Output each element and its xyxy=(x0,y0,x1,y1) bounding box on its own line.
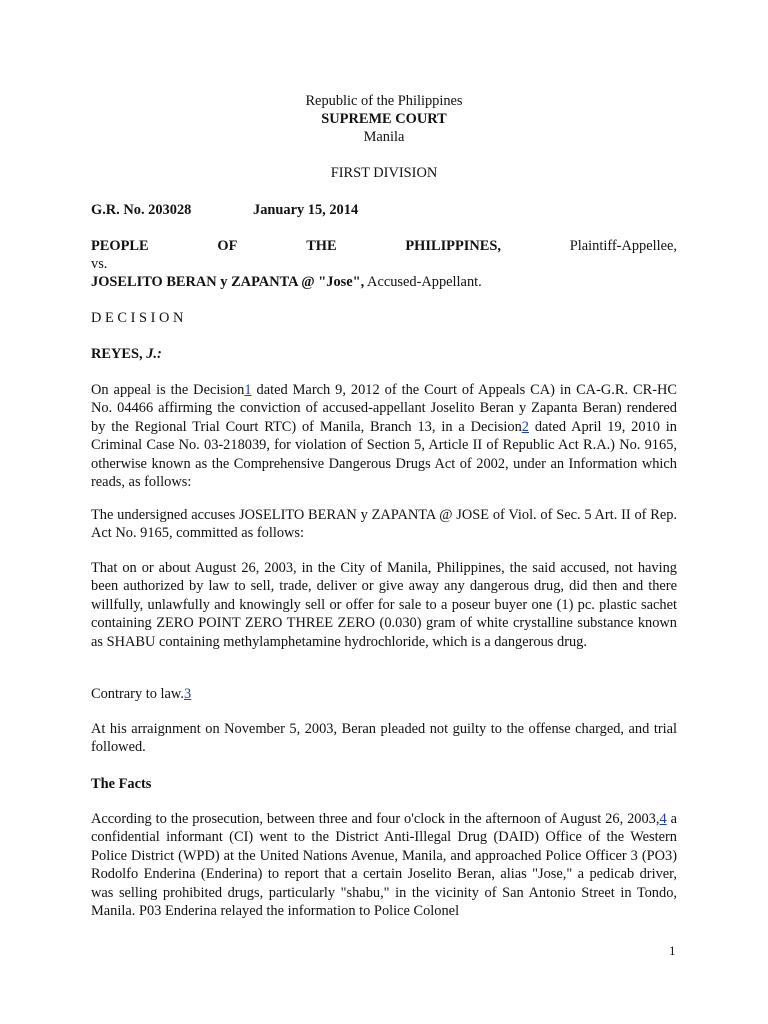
court-name: SUPREME COURT xyxy=(321,111,447,127)
versus-line: vs. xyxy=(91,256,108,272)
paragraph-appeal xyxy=(91,381,677,491)
accused-role: Accused-Appellant. xyxy=(364,274,482,290)
plaintiff-word: PHILIPPINES, xyxy=(405,238,501,254)
ponente-suffix: J.: xyxy=(146,346,162,362)
facts-heading: The Facts xyxy=(91,776,152,792)
accused-line xyxy=(91,273,677,291)
footnote-link-3[interactable]: 3 xyxy=(183,686,192,702)
paragraph-information: That on or about August 26, 2003, in the City of Manila, Philippines, the said accused, not having been authorized by law to sell, trade, deliver or give away any dangerous drug, did then and there willfully, unlawfully and knowingly sell or offer for sale to a poseur buyer one (1) pc. plastic sachet containing ZERO POINT ZERO THREE ZERO (0.030) gram of white crystalline substance known as SHABU containing methylamphetamine hydrochloride, which is a dangerous drug. xyxy=(91,560,677,650)
gr-number: G.R. No. 203028 xyxy=(91,202,192,218)
plaintiff-line xyxy=(91,237,677,255)
ponente xyxy=(91,345,677,363)
division-line: FIRST DIVISION xyxy=(330,165,438,181)
republic-line: Republic of the Philippines xyxy=(305,93,463,109)
paragraph-accusation: The undersigned accuses JOSELITO BERAN y ZAPANTA @ JOSE of Viol. of Sec. 5 Art. II of Rep. Act No. 9165, committed as follows: xyxy=(91,507,677,542)
paragraph-text: Contrary to law. xyxy=(91,686,184,702)
accused-name: JOSELITO BERAN y ZAPANTA @ "Jose", xyxy=(91,274,365,290)
paragraph-facts xyxy=(91,810,677,920)
plaintiff-word: OF xyxy=(217,238,238,254)
paragraph-text: dated March 9, 2012 of the Court of Appeals CA) in CA-G.R. CR-HC No. 04466 affirming the conviction of accused-appellant Joselito Beran y Zapanta Beran) rendered by the Regional Trial Court RTC) of Manila, Branch 13, in a Decision xyxy=(91,382,678,435)
plaintiff-word: THE xyxy=(306,238,337,254)
paragraph-text: According to the prosecution, between three and four o'clock in the afternoon of August 26, 2003, xyxy=(91,811,660,827)
court-header xyxy=(91,92,677,146)
paragraph-contrary xyxy=(91,685,677,703)
footnote-link-1[interactable]: 1 xyxy=(244,382,252,398)
court-city: Manila xyxy=(363,129,405,145)
paragraph-arraignment: At his arraignment on November 5, 2003, Beran pleaded not guilty to the offense charged, and trial followed. xyxy=(91,721,677,756)
page-number: 1 xyxy=(669,943,676,958)
decision-heading: D E C I S I O N xyxy=(91,310,184,326)
footnote-link-2[interactable]: 2 xyxy=(521,418,529,435)
paragraph-text: dated April 19, 2010 in Criminal Case No. 03-218039, for violation of Section 5, Article II of Republic Act R.A.) No. 9165, otherwise known as the Comprehensive Dangerous Drugs Act of 2002, under an Information which reads, as follows: xyxy=(91,418,677,491)
case-number-row xyxy=(91,201,677,219)
plaintiff-word: PEOPLE xyxy=(91,238,149,254)
case-parties xyxy=(91,237,677,291)
paragraph-text: a confidential informant (CI) went to the District Anti-Illegal Drug (DAID) Office of the Western Police District (WPD) at the United Nations Avenue, Manila, and approached Police Officer 3 (PO3) Rodolfo Enderina (Enderina) to report that a certain Joselito Beran, alias "Jose," a pedicab driver, was selling prohibited drugs, particularly "shabu," in the vicinity of San Antonio Street in Tondo, Manila. P03 Enderina relayed the information to Police Colonel xyxy=(91,811,677,920)
paragraph-text: On appeal is the Decision xyxy=(91,382,245,398)
plaintiff-role: Plaintiff-Appellee, xyxy=(569,238,677,254)
ponente-name: REYES, xyxy=(91,346,147,362)
case-date: January 15, 2014 xyxy=(253,202,359,218)
footnote-link-4[interactable]: 4 xyxy=(659,811,667,827)
